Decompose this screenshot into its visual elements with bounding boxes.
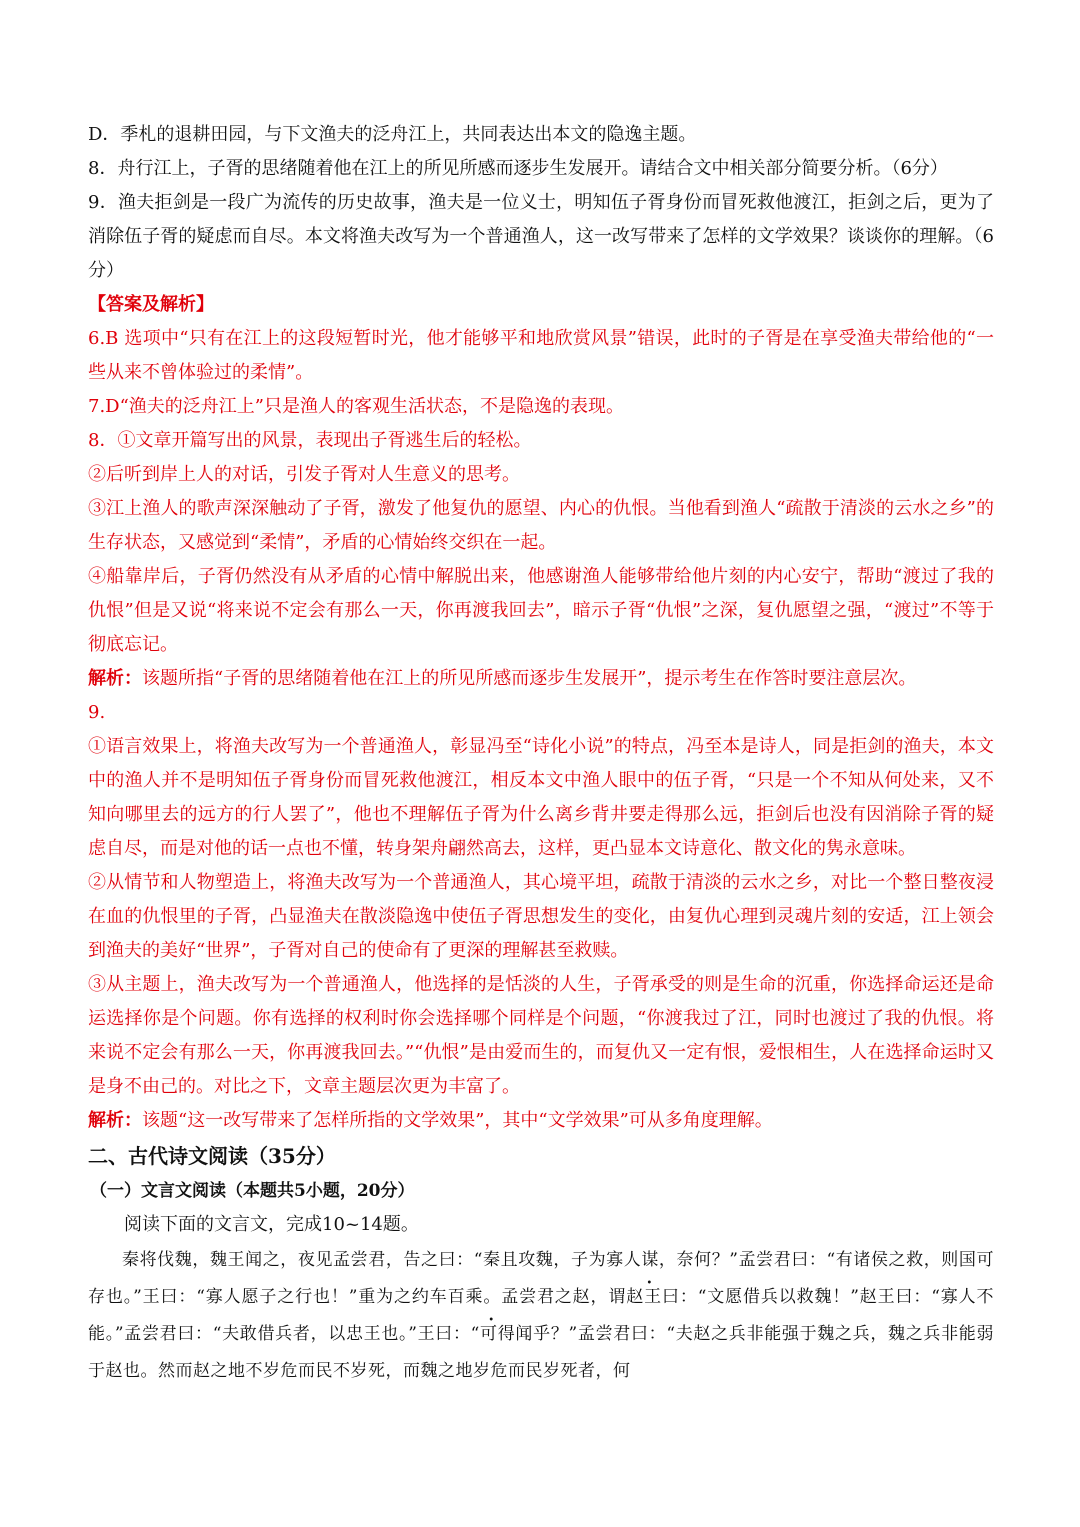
analysis-label: 解析： — [88, 668, 142, 689]
emphasis-char: 乘 — [465, 1287, 484, 1307]
analysis-text: 该题所指“子胥的思绪随着他在江上的所见所感而逐步生发展开”，提示考生在作答时要注意层次。 — [142, 668, 917, 689]
answer-6: 6.B 选项中“只有在江上的这段短暂时光，他才能够平和地欣赏风景”错误，此时的子胥是在享受渔夫带给他的“一些从来不曾体验过的柔情”。 — [88, 328, 994, 383]
passage-part: 秦将伐魏，魏王闻之，夜见孟尝君，告之曰：“秦且攻魏，子为寡 — [122, 1250, 624, 1270]
answer-9-point-1: ①语言效果上，将渔夫改写为一个普通渔人，彰显冯至“诗化小说”的特点，冯至本是诗人，同是拒剑的渔夫，本文中的渔人并不是明知伍子胥身份而冒死救他渡江，相反本文中渔人眼中的伍子胥，“只是一个不知从何处来，又不知向哪里去的远方的行人罢了”，他也不理解伍子胥为什么离乡背井要走得那么远，拒剑后也没有因消除子胥的疑虑自尽，而是对他的话一点也不懂，转身架舟翩然高去，这样，更凸显本文诗意化、散文化的隽永意味。 — [88, 736, 994, 859]
question-8: 8．舟行江上，子胥的思绪随着他在江上的所见所感而逐步生发展开。请结合文中相关部分简要分析。（6分） — [88, 158, 948, 179]
section-title: 二、古代诗文阅读（35分） — [88, 1144, 336, 1168]
answers-heading: 【答案及解析】 — [88, 294, 214, 315]
passage-part: 。孟尝君之赵，谓赵王曰：“文愿借兵以救魏！”赵王曰：“寡人不能。”孟尝君曰：“夫敢借兵者，以忠王也。”王曰：“可得闻乎？”孟尝君曰：“夫赵之兵非能强于魏之兵，魏之兵非能弱于赵也。然而赵之地不岁危而民不岁死，而魏之地岁危而民岁死者，何 — [88, 1287, 994, 1381]
answer-7: 7.D“渔夫的泛舟江上”只是渔人的客观生活状态，不是隐逸的表现。 — [88, 396, 625, 417]
question-7-option-d: D．季札的退耕田园，与下文渔夫的泛舟江上，共同表达出本文的隐逸主题。 — [88, 124, 697, 145]
emphasis-char: 人 — [623, 1250, 642, 1270]
answer-8-point-3: ③江上渔人的歌声深深触动了子胥，激发了他复仇的愿望、内心的仇恨。当他看到渔人“疏散于清淡的云水之乡”的生存状态，又感觉到“柔情”，矛盾的心情始终交织在一起。 — [88, 498, 994, 553]
answer-8-analysis — [88, 662, 994, 696]
answer-9-point-2: ②从情节和人物塑造上，将渔夫改写为一个普通渔人，其心境平坦，疏散于清淡的云水之乡，对比一个整日整夜浸在血的仇恨里的子胥，凸显渔夫在散淡隐逸中使伍子胥思想发生的变化，由复仇心理到灵魂片刻的安适，江上领会到渔夫的美好“世界”，子胥对自己的使命有了更深的理解甚至救赎。 — [88, 872, 994, 961]
answer-8-point-4: ④船靠岸后，子胥仍然没有从矛盾的心情中解脱出来，他感谢渔人能够带给他片刻的内心安宁，帮助“渡过了我的仇恨”但是又说“将来说不定会有那么一天，你再渡我回去”，暗示子胥“仇恨”之深，复仇愿望之强，“渡过”不等于彻底忘记。 — [88, 566, 994, 655]
page-content — [88, 118, 994, 1390]
analysis-label: 解析： — [88, 1110, 142, 1131]
answer-9-analysis — [88, 1104, 994, 1138]
subsection-title: （一）文言文阅读（本题共5小题，20分） — [90, 1181, 415, 1201]
reading-instruction: 阅读下面的文言文，完成10~14题。 — [124, 1214, 419, 1235]
answer-8-point-1: 8．①文章开篇写出的风景，表现出子胥逃生后的轻松。 — [88, 430, 532, 451]
question-9: 9．渔夫拒剑是一段广为流传的历史故事，渔夫是一位义士，明知伍子胥身份而冒死救他渡江，拒剑之后，更为了消除伍子胥的疑虑而自尽。本文将渔夫改写为一个普通渔人，这一改写带来了怎样的文学效果？谈谈你的理解。（6分） — [88, 192, 994, 281]
answer-8-point-2: ②后听到岸上人的对话，引发子胥对人生意义的思考。 — [88, 464, 520, 485]
classical-passage — [88, 1242, 994, 1390]
answer-9-point-3: ③从主题上，渔夫改写为一个普通渔人，他选择的是恬淡的人生，子胥承受的则是生命的沉重，你选择命运还是命运选择你是个问题。你有选择的权利时你会选择哪个同样是个问题，“你渡我过了江，同时也渡过了我的仇恨。将来说不定会有那么一天，你再渡我回去。”“仇恨”是由爱而生的，而复仇又一定有恨，爱恨相生，人在选择命运时又是身不由己的。对比之下，文章主题层次更为丰富了。 — [88, 974, 994, 1097]
analysis-text: 该题“这一改写带来了怎样所指的文学效果”，其中“文学效果”可从多角度理解。 — [142, 1110, 773, 1131]
answer-9-number: 9. — [88, 702, 106, 723]
passage-part: 谋，奈何？”孟尝君曰：“有诸侯之救，则国可存也。”王曰：“寡人愿子之行也！”重为之约车百 — [88, 1250, 994, 1307]
